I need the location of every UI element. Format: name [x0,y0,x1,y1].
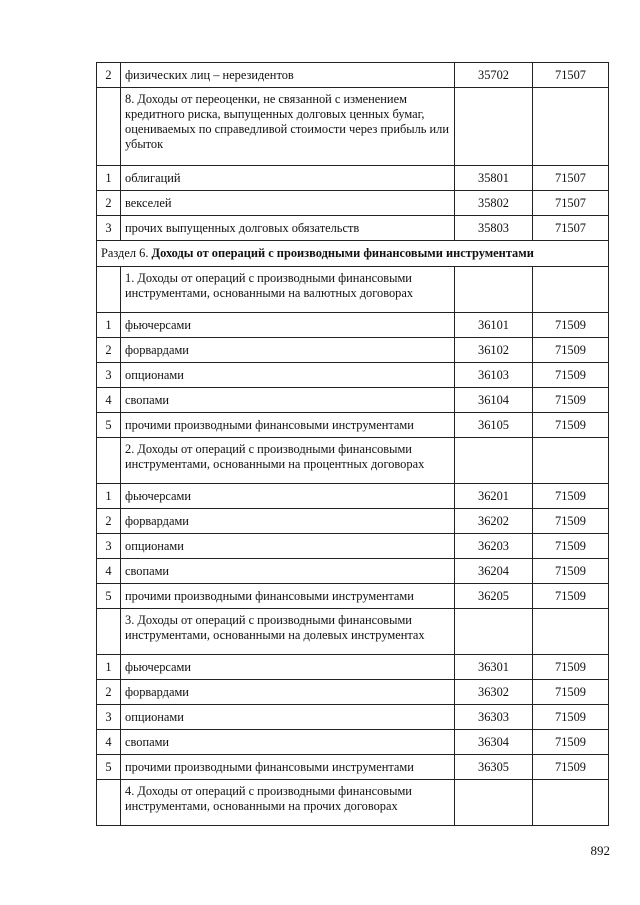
row-code: 36302 [455,680,533,705]
row-code: 36304 [455,730,533,755]
row-account: 71507 [533,63,609,88]
row-account: 71509 [533,509,609,534]
table-row [97,705,609,730]
document-table [96,62,609,826]
row-description: свопами [121,730,455,755]
row-code: 36101 [455,313,533,338]
row-code: 36205 [455,584,533,609]
row-account: 71509 [533,313,609,338]
row-code-empty [455,609,533,655]
group-heading-row [97,88,609,166]
group-heading: 8. Доходы от переоценки, не связанной с изменением кредитного риска, выпущенных долговых ценных бумаг, оцениваемых по справедливой стоимости через прибыль или убыток [121,88,455,166]
group-heading: 2. Доходы от операций с производными финансовыми инструментами, основанными на процентных договорах [121,438,455,484]
row-account: 71509 [533,755,609,780]
row-number: 2 [97,63,121,88]
group-heading: 1. Доходы от операций с производными финансовыми инструментами, основанными на валютных договорах [121,267,455,313]
row-account: 71509 [533,730,609,755]
row-number: 4 [97,559,121,584]
row-number: 4 [97,730,121,755]
row-number: 2 [97,191,121,216]
group-heading: 3. Доходы от операций с производными финансовыми инструментами, основанными на долевых инструментах [121,609,455,655]
row-number: 1 [97,313,121,338]
table-row [97,63,609,88]
row-description: векселей [121,191,455,216]
row-number-empty [97,267,121,313]
row-code: 36105 [455,413,533,438]
row-account-empty [533,88,609,166]
section-prefix: Раздел 6. [101,246,152,260]
row-code: 36104 [455,388,533,413]
row-account: 71507 [533,216,609,241]
row-code: 36305 [455,755,533,780]
row-number: 3 [97,216,121,241]
row-account: 71509 [533,338,609,363]
row-description: форвардами [121,680,455,705]
row-number: 1 [97,166,121,191]
table-row [97,313,609,338]
row-account-empty [533,267,609,313]
table-row [97,730,609,755]
row-number: 2 [97,509,121,534]
row-description: физических лиц – нерезидентов [121,63,455,88]
row-description: прочими производными финансовыми инструментами [121,755,455,780]
group-heading-row [97,267,609,313]
row-description: свопами [121,388,455,413]
row-number: 3 [97,534,121,559]
row-code: 36301 [455,655,533,680]
table-row [97,509,609,534]
table-body [97,63,609,826]
row-description: опционами [121,534,455,559]
row-account: 71509 [533,534,609,559]
row-account-empty [533,438,609,484]
table-row [97,584,609,609]
row-description: опционами [121,363,455,388]
table-row [97,338,609,363]
page-number: 892 [590,843,610,858]
row-description: фьючерсами [121,313,455,338]
row-description: прочих выпущенных долговых обязательств [121,216,455,241]
row-number: 1 [97,484,121,509]
row-description: прочими производными финансовыми инструментами [121,413,455,438]
table-row [97,484,609,509]
row-number: 5 [97,755,121,780]
row-code: 36303 [455,705,533,730]
row-description: форвардами [121,338,455,363]
row-number-empty [97,780,121,826]
table-row [97,363,609,388]
row-account: 71507 [533,166,609,191]
row-account-empty [533,780,609,826]
row-code: 36103 [455,363,533,388]
row-code-empty [455,780,533,826]
row-code-empty [455,438,533,484]
group-heading-row [97,780,609,826]
table-row [97,166,609,191]
row-code: 36202 [455,509,533,534]
row-description: облигаций [121,166,455,191]
row-code: 35702 [455,63,533,88]
row-code: 36201 [455,484,533,509]
row-account: 71509 [533,484,609,509]
table-row [97,559,609,584]
section-heading [97,241,609,267]
group-heading-row [97,438,609,484]
section-title: Доходы от операций с производными финансовыми инструментами [151,246,534,260]
row-number: 5 [97,413,121,438]
row-number: 5 [97,584,121,609]
row-account: 71509 [533,705,609,730]
row-account: 71507 [533,191,609,216]
table-row [97,655,609,680]
row-code-empty [455,88,533,166]
table-row [97,755,609,780]
row-account: 71509 [533,363,609,388]
table-row [97,191,609,216]
row-description: прочими производными финансовыми инструментами [121,584,455,609]
row-number: 3 [97,705,121,730]
group-heading: 4. Доходы от операций с производными финансовыми инструментами, основанными на прочих договорах [121,780,455,826]
row-code-empty [455,267,533,313]
row-code: 36204 [455,559,533,584]
row-description: опционами [121,705,455,730]
row-number: 2 [97,338,121,363]
row-number: 3 [97,363,121,388]
row-code: 35802 [455,191,533,216]
row-description: фьючерсами [121,655,455,680]
row-account: 71509 [533,413,609,438]
row-description: свопами [121,559,455,584]
table-row [97,388,609,413]
row-account: 71509 [533,680,609,705]
row-code: 36203 [455,534,533,559]
row-description: фьючерсами [121,484,455,509]
row-number-empty [97,88,121,166]
row-account: 71509 [533,388,609,413]
group-heading-row [97,609,609,655]
table-row [97,680,609,705]
row-number-empty [97,609,121,655]
table-row [97,216,609,241]
row-account-empty [533,609,609,655]
row-description: форвардами [121,509,455,534]
row-account: 71509 [533,559,609,584]
row-number: 4 [97,388,121,413]
table-row [97,413,609,438]
row-code: 35801 [455,166,533,191]
row-number-empty [97,438,121,484]
row-code: 36102 [455,338,533,363]
row-code: 35803 [455,216,533,241]
row-number: 2 [97,680,121,705]
table-row [97,534,609,559]
row-number: 1 [97,655,121,680]
section-heading-row [97,241,609,267]
row-account: 71509 [533,584,609,609]
row-account: 71509 [533,655,609,680]
